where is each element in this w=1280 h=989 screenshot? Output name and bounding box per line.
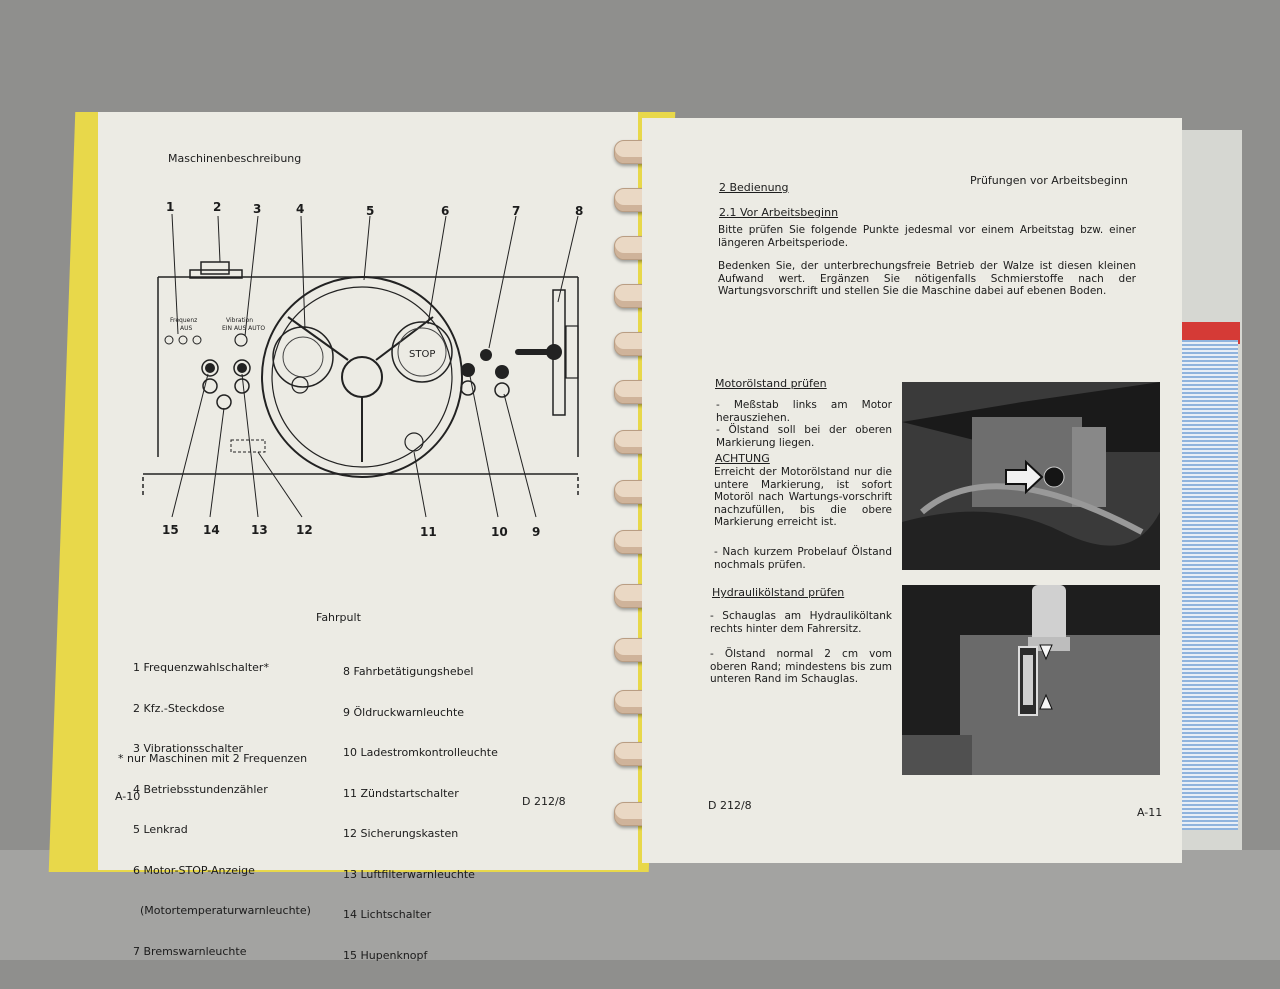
callout-7: 7 xyxy=(512,204,521,218)
legend-item: 9 Öldruckwarnleuchte xyxy=(343,705,465,719)
section-heading: 2 Bedienung xyxy=(719,181,789,194)
intro-paragraph-1: Bitte prüfen Sie folgende Punkte jedesmal vor einem Arbeitstag bzw. einer längeren Arbeitsperiode. xyxy=(718,224,1136,249)
page-header: Prüfungen vor Arbeitsbeginn xyxy=(970,174,1128,187)
page-number: A-10 xyxy=(115,790,141,803)
legend-item: 4 Betriebsstundenzähler xyxy=(133,782,268,796)
callout-4: 4 xyxy=(296,202,305,216)
callout-12: 12 xyxy=(296,523,313,537)
legend-item: 13 Luftfilterwarnleuchte xyxy=(343,867,475,881)
motor-oil-step-2: - Ölstand soll bei der oberen Markierung liegen. xyxy=(716,424,892,449)
legend-item: 14 Lichtschalter xyxy=(343,908,432,921)
legend-item: 12 Sicherungskasten xyxy=(343,827,459,840)
legend-item: 10 Ladestromkontrolleuchte xyxy=(343,746,498,759)
legend-item: 1 Frequenzwahlschalter* xyxy=(133,661,269,674)
page-header: Maschinenbeschreibung xyxy=(168,152,302,165)
hydraulic-oil-step-1: - Schauglas am Hydrauliköltank rechts hinter dem Fahrersitz. xyxy=(710,610,892,635)
intro-paragraph-2: Bedenken Sie, der unterbrechungsfreie Betrieb der Walze ist diesen kleinen Aufwand wert. Ergänzen Sie nötigenfalls Schmierstoffe nach der Wartungsvorschrift und stellen Sie die Maschine dabei auf ebenen Boden. xyxy=(718,260,1136,297)
hydraulic-sightglass-photo xyxy=(902,585,1160,775)
callout-5: 5 xyxy=(366,204,375,218)
legend-item: 8 Fahrbetätigungshebel xyxy=(343,665,474,678)
legend-item: 5 Lenkrad xyxy=(133,823,188,836)
subsection-heading: 2.1 Vor Arbeitsbeginn xyxy=(719,206,839,219)
legend-item: 6 Motor-STOP-Anzeige xyxy=(133,863,255,877)
vibration-states-label: EIN AUS AUTO xyxy=(222,325,266,332)
vibration-label: Vibration xyxy=(226,317,254,324)
legend-item: 2 Kfz.-Steckdose xyxy=(133,701,225,715)
hydraulic-oil-step-2: - Ölstand normal 2 cm vom oberen Rand; mindestens bis zum unteren Rand im Schauglas. xyxy=(710,648,892,685)
callout-10: 10 xyxy=(491,525,508,539)
callout-9: 9 xyxy=(532,525,541,539)
frequenz-aus-label: AUS xyxy=(180,325,193,332)
callout-14: 14 xyxy=(203,523,220,537)
warning-heading: ACHTUNG xyxy=(715,452,770,465)
callout-13: 13 xyxy=(251,523,268,537)
legend-item: 11 Zündstartschalter xyxy=(343,786,459,800)
left-page xyxy=(98,112,638,962)
warning-text: Erreicht der Motorölstand nur die untere Markierung, ist sofort Motoröl nach Wartungs-vorschrift nachzufüllen, bis die obere Markierung erreicht ist. xyxy=(714,466,892,528)
motor-oil-step-3: - Nach kurzem Probelauf Ölstand nochmals prüfen. xyxy=(714,546,892,571)
engine-dipstick-photo xyxy=(902,382,1160,570)
legend-left xyxy=(133,634,311,985)
callout-6: 6 xyxy=(441,204,450,218)
figure-caption: Fahrpult xyxy=(316,611,361,624)
callout-15: 15 xyxy=(162,523,179,537)
page-number: A-11 xyxy=(1137,806,1163,819)
legend-right xyxy=(343,638,498,989)
stop-indicator-label: STOP xyxy=(409,349,436,360)
hydraulic-oil-heading: Hydraulikölstand prüfen xyxy=(712,586,845,599)
callout-2: 2 xyxy=(213,200,222,214)
callout-1: 1 xyxy=(166,200,175,214)
motor-oil-step-1: - Meßstab links am Motor herausziehen. xyxy=(716,399,892,424)
callout-3: 3 xyxy=(253,202,262,216)
legend-item: (Motortemperaturwarnleuchte) xyxy=(133,904,311,917)
motor-oil-heading: Motorölstand prüfen xyxy=(715,377,827,390)
footnote: * nur Maschinen mit 2 Frequenzen xyxy=(118,752,308,765)
frequenz-label: Frequenz xyxy=(170,317,198,324)
callout-11: 11 xyxy=(420,525,437,539)
document-code: D 212/8 xyxy=(522,795,566,808)
legend-item: 15 Hupenknopf xyxy=(343,948,428,962)
legend-item: 3 Vibrationsschalter xyxy=(133,742,244,755)
callout-8: 8 xyxy=(575,204,584,218)
right-page xyxy=(642,118,1182,863)
dashboard-diagram xyxy=(98,112,638,542)
document-code: D 212/8 xyxy=(708,799,752,812)
legend-item: 7 Bremswarnleuchte xyxy=(133,944,247,958)
